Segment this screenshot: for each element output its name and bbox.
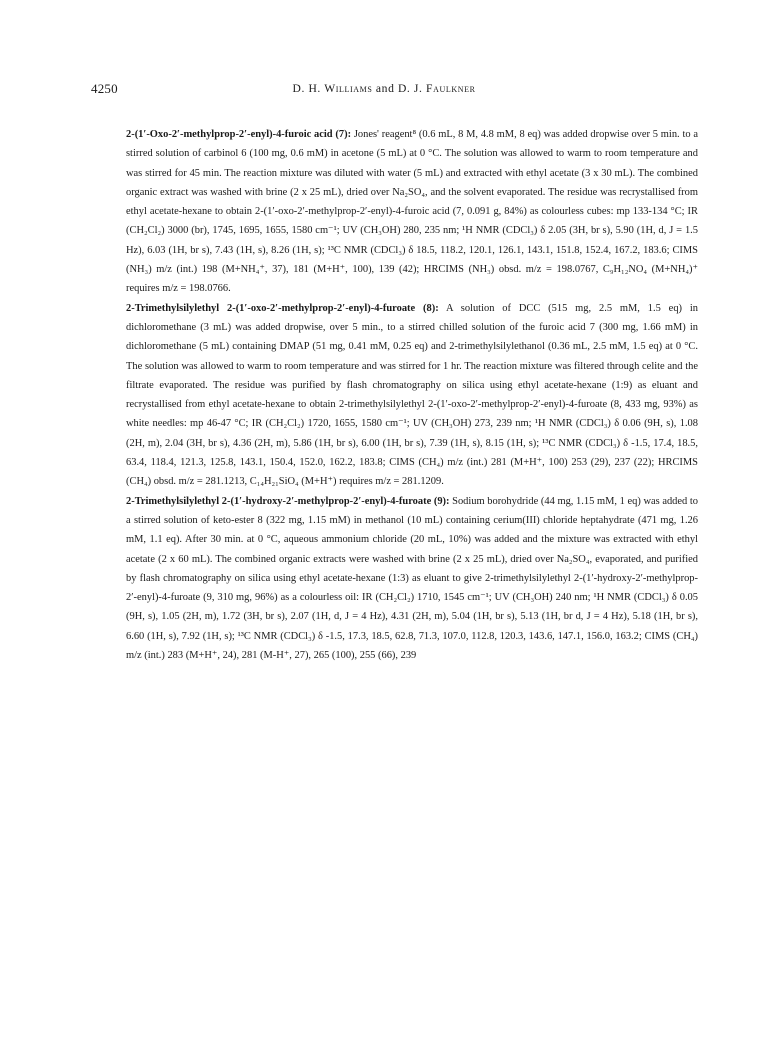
compound-9-heading: 2-Trimethylsilylethyl 2-(1′-hydroxy-2′-methylprop-2′-enyl)-4-furoate (9): [126,495,450,507]
paragraph-compound-8 [126,299,698,492]
experimental-section [126,125,698,665]
paragraph-compound-9 [126,492,698,666]
page-number: 4250 [91,81,118,96]
running-head-small-caps-2: aulkner [433,82,476,95]
running-head-prefix: D. H. W [292,82,336,95]
compound-7-procedure: Jones' reagent⁸ (0.6 mL, 8 M, 4.8 mM, 8 eq) was added dropwise over 5 min. to a stirred solution of carbinol 6 (100 mg, 0.6 mM) in acetone (5 mL) at 0 °C. The solution was allowed to warm to room temperature and was stirred for 45 min. The reaction mixture was diluted with water (5 mL) and extracted with ethyl acetate (3 x 30 mL). The combined organic extract was washed with brine (2 x 25 mL), dried over Na₂SO₄, and the solvent evaporated. The residue was recrystallised from ethyl acetate-hexane to obtain 2-(1′-oxo-2′-methylprop-2′-enyl)-4-furoic acid (7, 0.091 g, 84%) as colourless cubes: mp 133-134 °C; IR (CH₂Cl₂) 3000 (br), 1745, 1695, 1655, 1580 cm⁻¹; UV (CH₃OH) 280, 235 nm; ¹H NMR (CDCl₃) δ 2.05 (3H, br s), 5.90 (1H, d, J = 1.5 Hz), 6.03 (1H, br s), 7.43 (1H, s), 8.26 (1H, s); ¹³C NMR (CDCl₃) δ 18.5, 118.2, 120.1, 126.1, 143.1, 151.8, 152.4, 167.2, 183.6; CIMS (NH₃) m/z (int.) 198 (M+NH₄⁺, 37), 181 (M+H⁺, 100), 139 (42); HRCIMS (NH₃) obsd. m/z = 198.0767, C₉H₁₂NO₄ (M+NH₄)⁺ requires m/z = 198.0766. [126,129,699,295]
compound-8-procedure: A solution of DCC (515 mg, 2.5 mM, 1.5 eq) in dichloromethane (3 mL) was added dropwise, over 5 min., to a stirred chilled solution of the furoic acid 7 (300 mg, 1.66 mM) in dichloromethane (5 mL) containing DMAP (51 mg, 0.41 mM, 0.25 eq) and 2-trimethylsilylethanol (0.36 mL, 2.5 mM, 1.5 eq) at 0 °C. The solution was allowed to warm to room temperature and was stirred for 1 hr. The reaction mixture was filtered through celite and the filtrate evaporated. The residue was purified by flash chromatography on silica using ethyl acetate-hexane (1:9) as eluant and recrystallised from ethyl acetate-hexane to obtain 2-trimethylsilylethyl 2-(1′-oxo-2′-methylprop-2′-enyl)-4-furoate (8, 433 mg, 93%) as white needles: mp 46-47 °C; IR (CH₂Cl₂) 1720, 1655, 1580 cm⁻¹; UV (CH₃OH) 273, 239 nm; ¹H NMR (CDCl₃) δ 0.06 (9H, s), 1.08 (2H, m), 2.04 (3H, br s), 4.36 (2H, m), 5.86 (1H, br s), 6.00 (1H, br s), 7.39 (1H, s), 8.15 (1H, s); ¹³C NMR (CDCl₃) δ -1.5, 17.4, 18.5, 63.4, 118.4, 121.3, 125.8, 143.1, 150.4, 152.0, 162.2, 183.8; CIMS (CH₄) m/z (int.) 281 (M+H⁺, 100) 253 (29), 237 (22); HRCIMS (CH₄) obsd. m/z = 281.1213, C₁₄H₂₁SiO₄ (M+H⁺) requires m/z = 281.1209. [126,302,698,488]
running-head-small-caps-1: illiams [335,82,373,95]
paragraph-compound-7 [126,125,698,299]
running-head-middle: and D. J. F [372,82,434,95]
running-head [0,82,768,95]
compound-9-procedure: Sodium borohydride (44 mg, 1.15 mM, 1 eq) was added to a stirred solution of keto-ester 8 (322 mg, 1.15 mM) in methanol (10 mL) containing cerium(III) chloride heptahydrate (471 mg, 1.26 mM, 1.1 eq). After 30 min. at 0 °C, aqueous ammonium chloride (20 mL, 10%) was added and the mixture was extracted with ethyl acetate (2 x 60 mL). The combined organic extracts were washed with brine (2 x 25 mL), dried over Na₂SO₄, evaporated, and purified by flash chromatography on silica using ethyl acetate-hexane (1:3) as eluant to give 2-trimethylsilylethyl 2-(1′-hydroxy-2′-methylprop-2′-enyl)-4-furoate (9, 310 mg, 96%) as a colourless oil: IR (CH₂Cl₂) 1710, 1545 cm⁻¹; UV (CH₃OH) 240 nm; ¹H NMR (CDCl₃) δ 0.05 (9H, s), 1.05 (2H, m), 1.72 (3H, br s), 2.07 (1H, d, J = 4 Hz), 4.31 (2H, m), 5.04 (1H, br s), 5.13 (1H, br d, J = 4 Hz), 5.18 (1H, br s), 6.60 (1H, s), 7.92 (1H, s); ¹³C NMR (CDCl₃) δ -1.5, 17.3, 18.5, 62.8, 71.3, 107.0, 112.8, 120.3, 143.6, 147.1, 156.0, 163.2; CIMS (CH₄) m/z (int.) 283 (M+H⁺, 24), 281 (M-H⁺, 27), 265 (100), 255 (66), 239 [126,495,698,662]
compound-7-heading: 2-(1′-Oxo-2′-methylprop-2′-enyl)-4-furoic acid (7): [126,129,352,140]
compound-8-heading: 2-Trimethylsilylethyl 2-(1′-oxo-2′-methylprop-2′-enyl)-4-furoate (8): [126,302,439,314]
